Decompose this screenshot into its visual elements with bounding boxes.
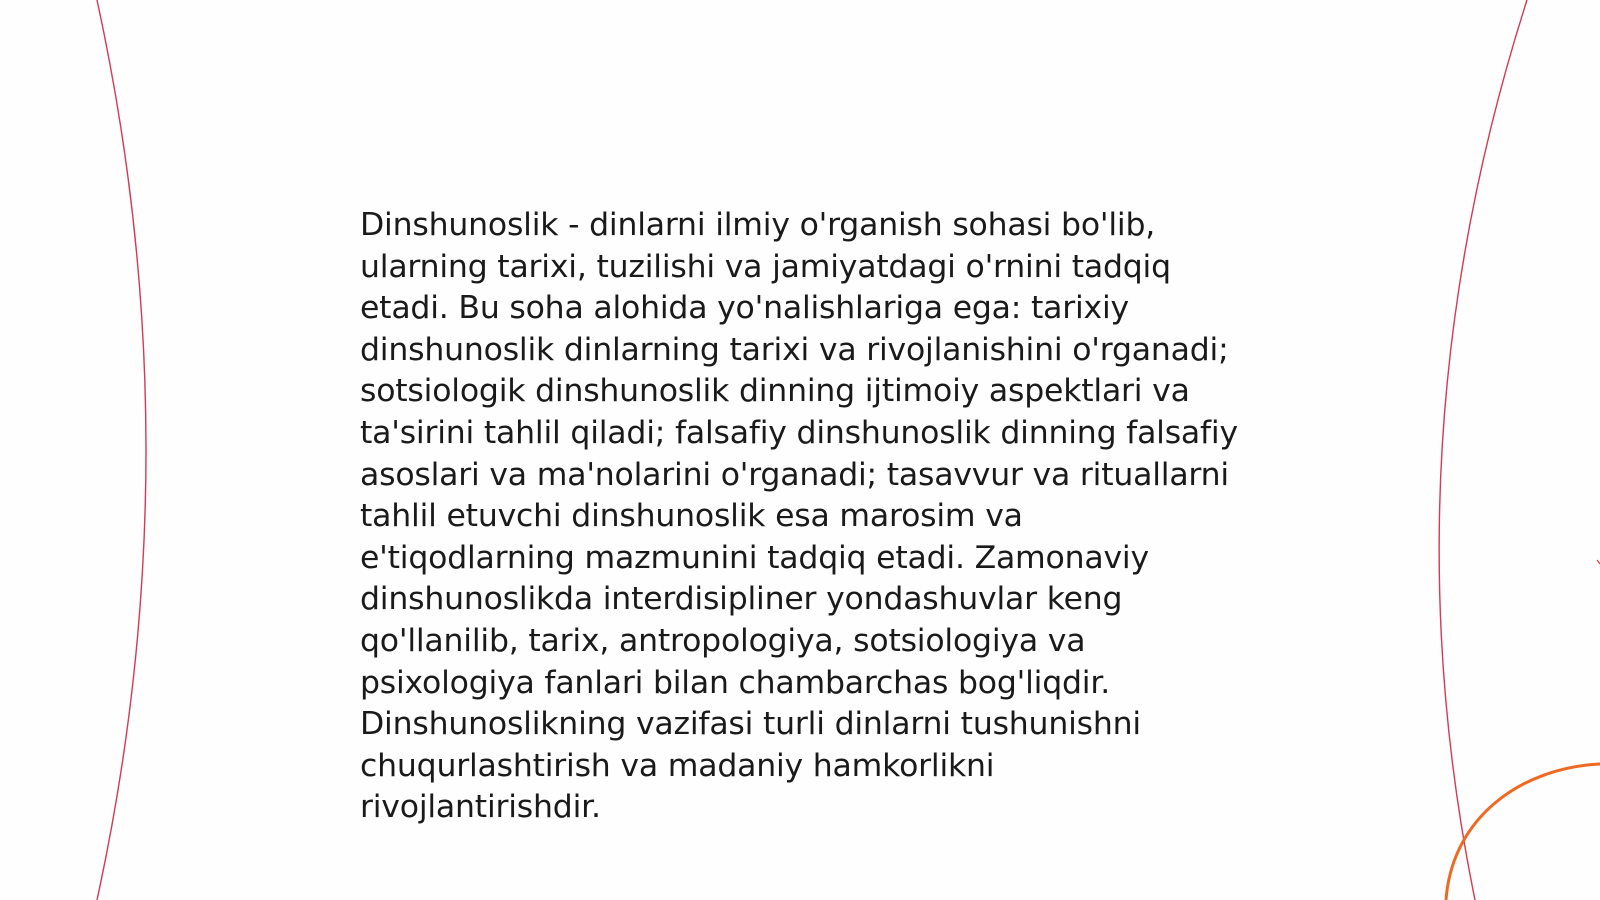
accent-arc <box>1446 764 1600 900</box>
right-curve-line <box>1439 0 1527 900</box>
body-paragraph: Dinshunoslik - dinlarni ilmiy o'rganish sohasi bo'lib, ularning tarixi, tuzilishi va jamiyatdagi o'rnini tadqiq etadi. Bu soha alohida yo'nalishlariga ega: tarixiy dinshunoslik dinlarning tarixi va rivojlanishini o'rganadi; sotsiologik dinshunoslik dinning ijtimoiy aspektlari va ta'sirini tahlil qiladi; falsafiy dinshunoslik dinning falsafiy asoslari va ma'nolarini o'rganadi; tasavvur va rituallarni tahlil etuvchi dinshunoslik esa marosim va e'tiqodlarning mazmunini tadqiq etadi. Zamonaviy dinshunoslikda interdisipliner yondashuvlar keng qo'llanilib, tarix, antropologiya, sotsiologiya va psixologiya fanlari bilan chambarchas bog'liqdir. Dinshunoslikning vazifasi turli dinlarni tushunishni chuqurlashtirish va madaniy hamkorlikni rivojlantirishdir. <box>360 207 1238 826</box>
left-curve-line <box>97 0 146 900</box>
